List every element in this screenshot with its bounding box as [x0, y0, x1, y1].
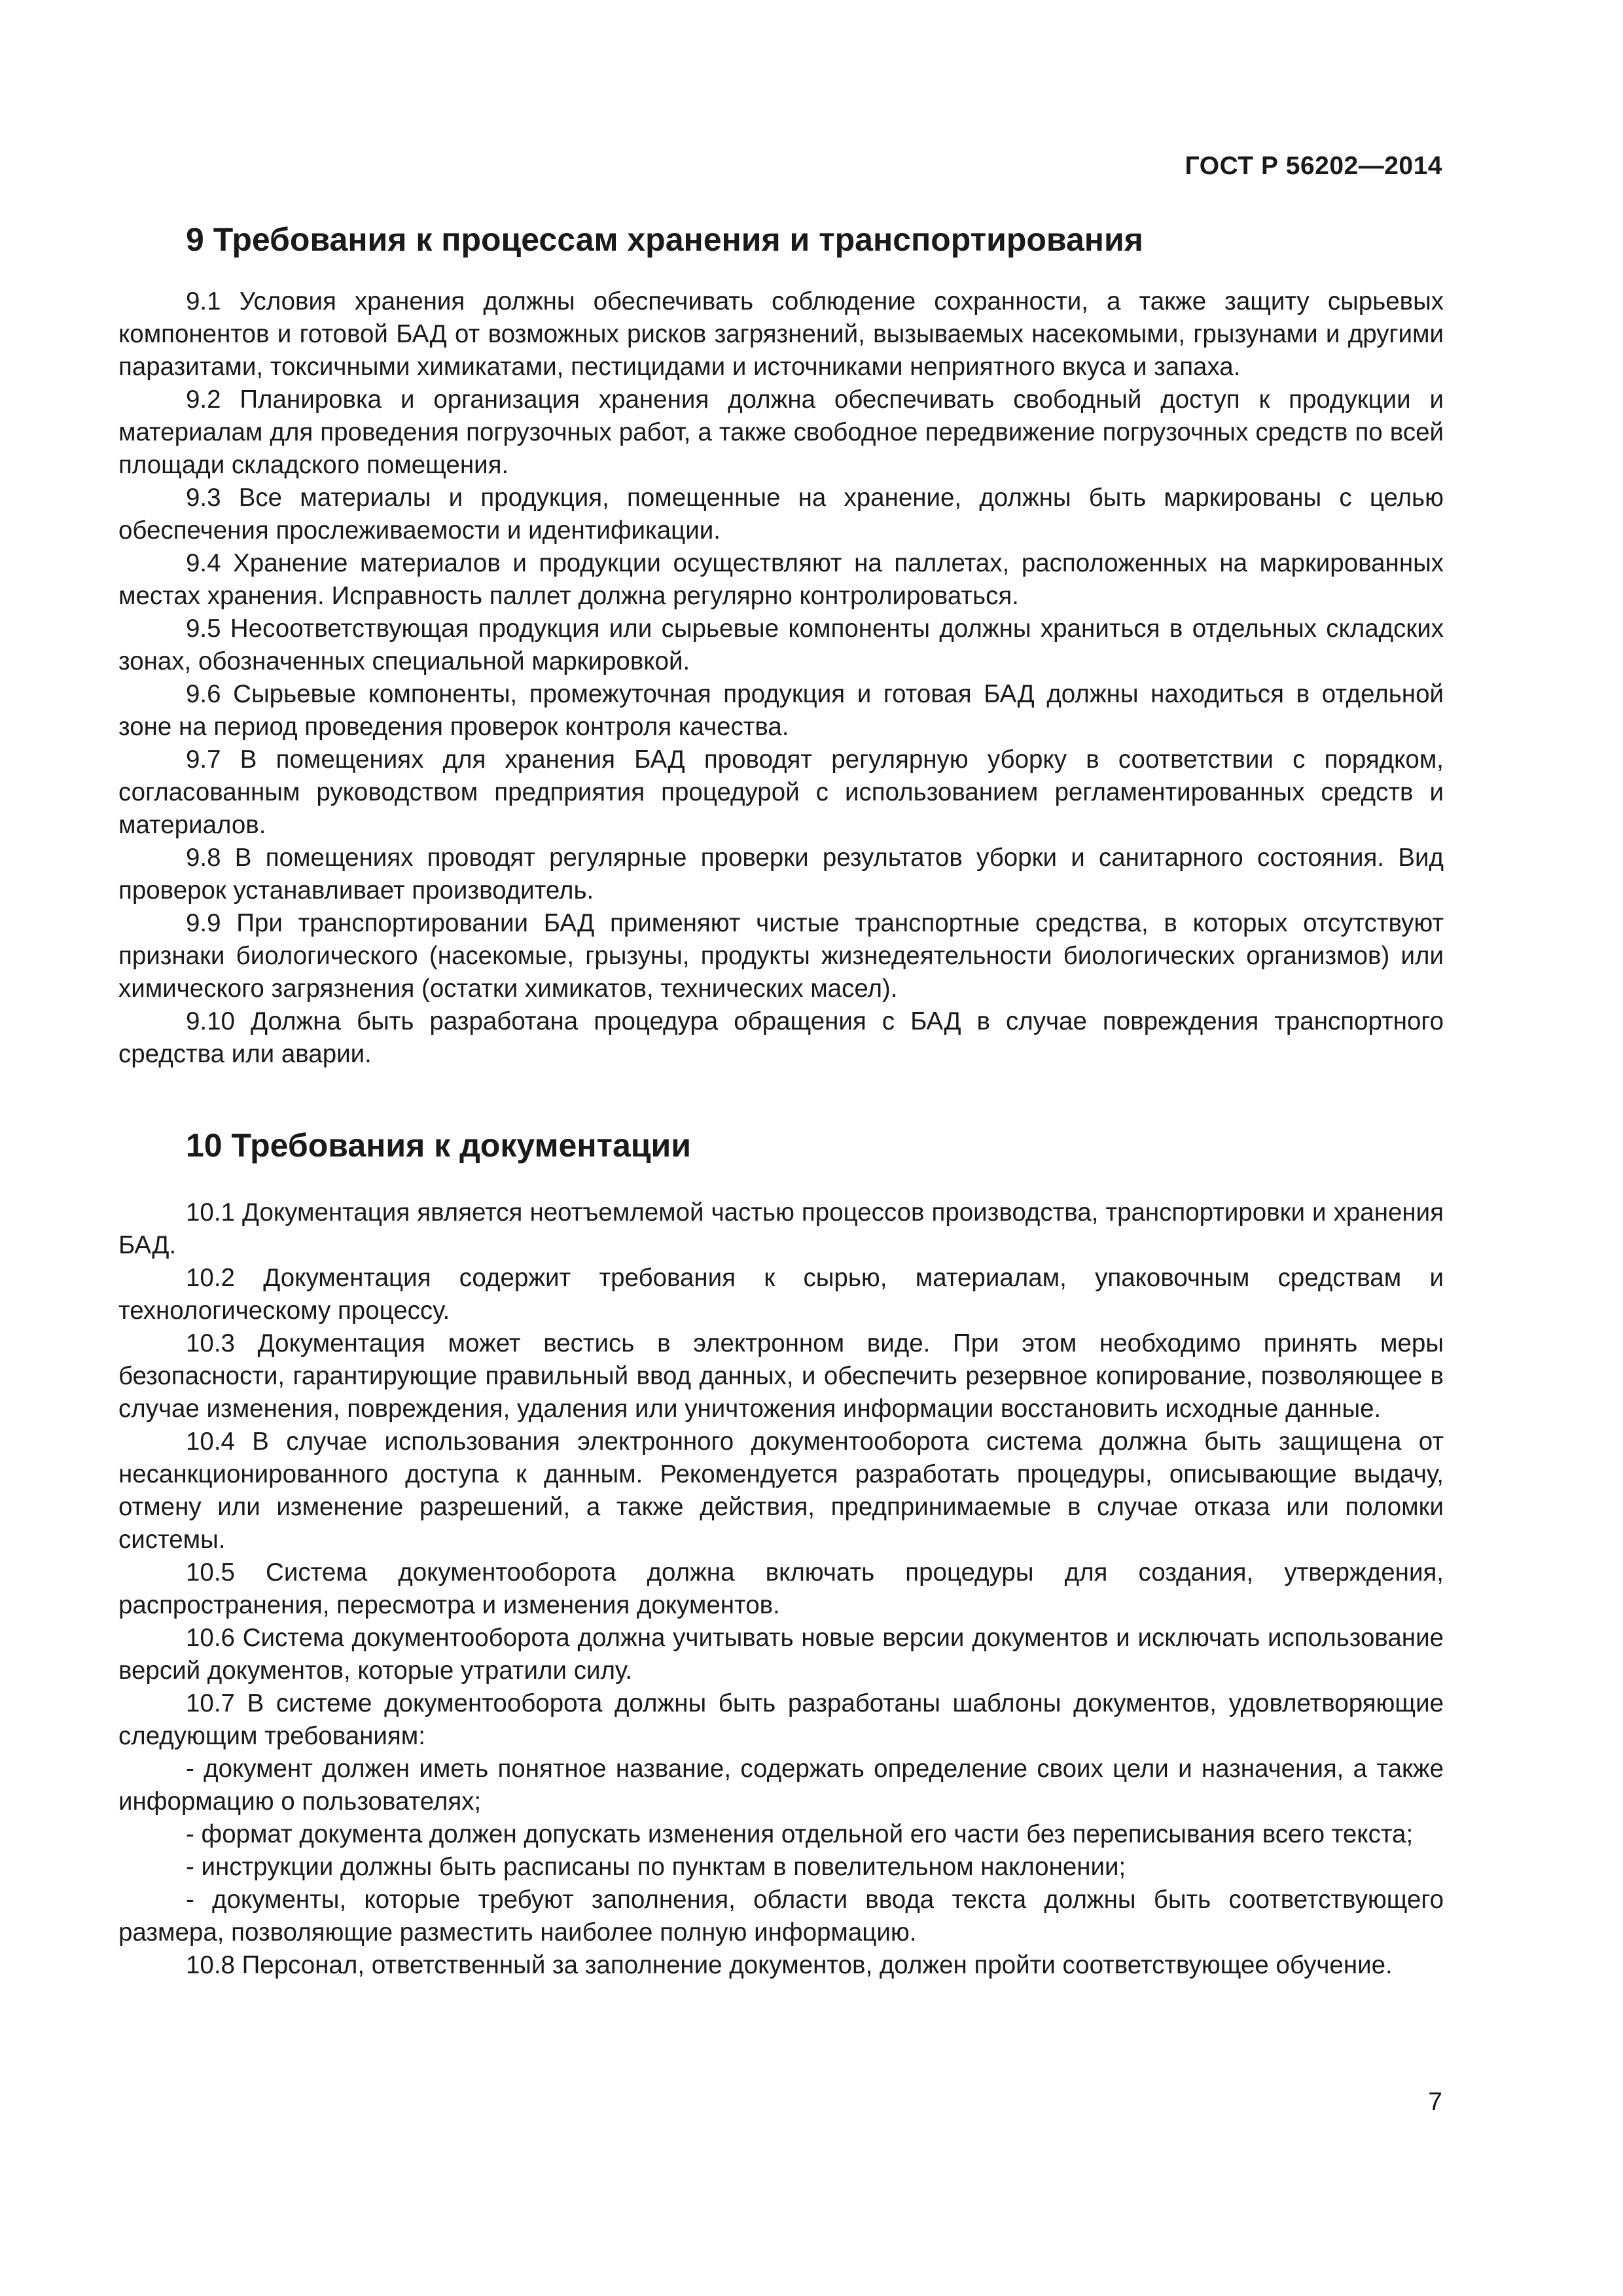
paragraph-10-8: 10.8 Персонал, ответственный за заполнение документов, должен пройти соответствующее обучение.	[186, 1951, 1393, 1979]
list-item-document-format: - формат документа должен допускать изменения отдельной его части без переписывания всего текста;	[186, 1820, 1414, 1848]
document-body	[118, 216, 1444, 1982]
list-item-document-name: - документ должен иметь понятное название, содержать определение своих цели и назначения, а также информацию о пользователях;	[118, 1755, 1444, 1816]
section-9-body	[118, 285, 1444, 1071]
section-10-body	[118, 1196, 1444, 1982]
paragraph-9-9: 9.9 При транспортировании БАД применяют чистые транспортные средства, в которых отсутствуют признаки биологического (насекомые, грызуны, продукты жизнедеятельности биологических организмов) или химического загрязнения (остатки химикатов, технических масел).	[118, 909, 1444, 1003]
paragraph-9-10: 9.10 Должна быть разработана процедура обращения с БАД в случае повреждения транспортного средства или аварии.	[118, 1007, 1444, 1068]
paragraph-9-5: 9.5 Несоответствующая продукция или сырьевые компоненты должны храниться в отдельных складских зонах, обозначенных специальной маркировкой.	[118, 615, 1444, 675]
list-item-instructions: - инструкции должны быть расписаны по пунктам в повелительном наклонении;	[186, 1853, 1126, 1881]
section-10-title: 10 Требования к документации	[186, 1127, 692, 1164]
list-item-input-areas: - документы, которые требуют заполнения, области ввода текста должны быть соответствующего размера, позволяющие разместить наиболее полную информацию.	[118, 1886, 1444, 1946]
paragraph-10-6: 10.6 Система документооборота должна учитывать новые версии документов и исключать использование версий документов, которые утратили силу.	[118, 1624, 1444, 1685]
standard-id: ГОСТ Р 56202—2014	[1185, 152, 1442, 180]
paragraph-9-6: 9.6 Сырьевые компоненты, промежуточная продукция и готовая БАД должны находиться в отдельной зоне на период проведения проверок контроля качества.	[118, 680, 1444, 741]
page-number: 7	[1428, 2088, 1442, 2116]
paragraph-9-1: 9.1 Условия хранения должны обеспечивать соблюдение сохранности, а также защиту сырьевых компонентов и готовой БАД от возможных рисков загрязнений, вызываемых насекомыми, грызунами и другими паразитами, токсичными химикатами, пестицидами и источниками неприятного вкуса и запаха.	[118, 287, 1444, 381]
paragraph-10-4: 10.4 В случае использования электронного документооборота система должна быть защищена от несанкционированного доступа к данным. Рекомендуется разработать процедуры, описывающие выдачу, отмену или изменение разрешений, а также действия, предпринимаемые в случае отказа или поломки системы.	[118, 1427, 1444, 1554]
paragraph-10-3: 10.3 Документация может вестись в электронном виде. При этом необходимо принять меры безопасности, гарантирующие правильный ввод данных, и обеспечить резервное копирование, позволяющее в случае изменения, повреждения, удаления или уничтожения информации восстановить исходные данные.	[118, 1329, 1444, 1423]
section-9-title: 9 Требования к процессам хранения и транспортирования	[186, 221, 1143, 258]
paragraph-9-7: 9.7 В помещениях для хранения БАД проводят регулярную уборку в соответствии с порядком, согласованным руководством предприятия процедурой с использованием регламентированных средств и материалов.	[118, 745, 1444, 839]
paragraph-9-8: 9.8 В помещениях проводят регулярные проверки результатов уборки и санитарного состояния. Вид проверок устанавливает производитель.	[118, 844, 1444, 905]
paragraph-10-2: 10.2 Документация содержит требования к сырью, материалам, упаковочным средствам и технологическому процессу.	[118, 1264, 1444, 1325]
paragraph-9-4: 9.4 Хранение материалов и продукции осуществляют на паллетах, расположенных на маркированных местах хранения. Исправность паллет должна регулярно контролироваться.	[118, 549, 1444, 610]
paragraph-10-7: 10.7 В системе документооборота должны быть разработаны шаблоны документов, удовлетворяющие следующим требованиям:	[118, 1689, 1444, 1750]
paragraph-9-3: 9.3 Все материалы и продукция, помещенные на хранение, должны быть маркированы с целью обеспечения прослеживаемости и идентификации.	[118, 484, 1444, 545]
paragraph-10-1: 10.1 Документация является неотъемлемой частью процессов производства, транспортировки и хранения БАД.	[118, 1198, 1444, 1259]
paragraph-9-2: 9.2 Планировка и организация хранения должна обеспечивать свободный доступ к продукции и материалам для проведения погрузочных работ, а также свободное передвижение погрузочных средств по всей площади складского помещения.	[118, 386, 1444, 479]
paragraph-10-5: 10.5 Система документооборота должна включать процедуры для создания, утверждения, распространения, пересмотра и изменения документов.	[118, 1558, 1444, 1619]
